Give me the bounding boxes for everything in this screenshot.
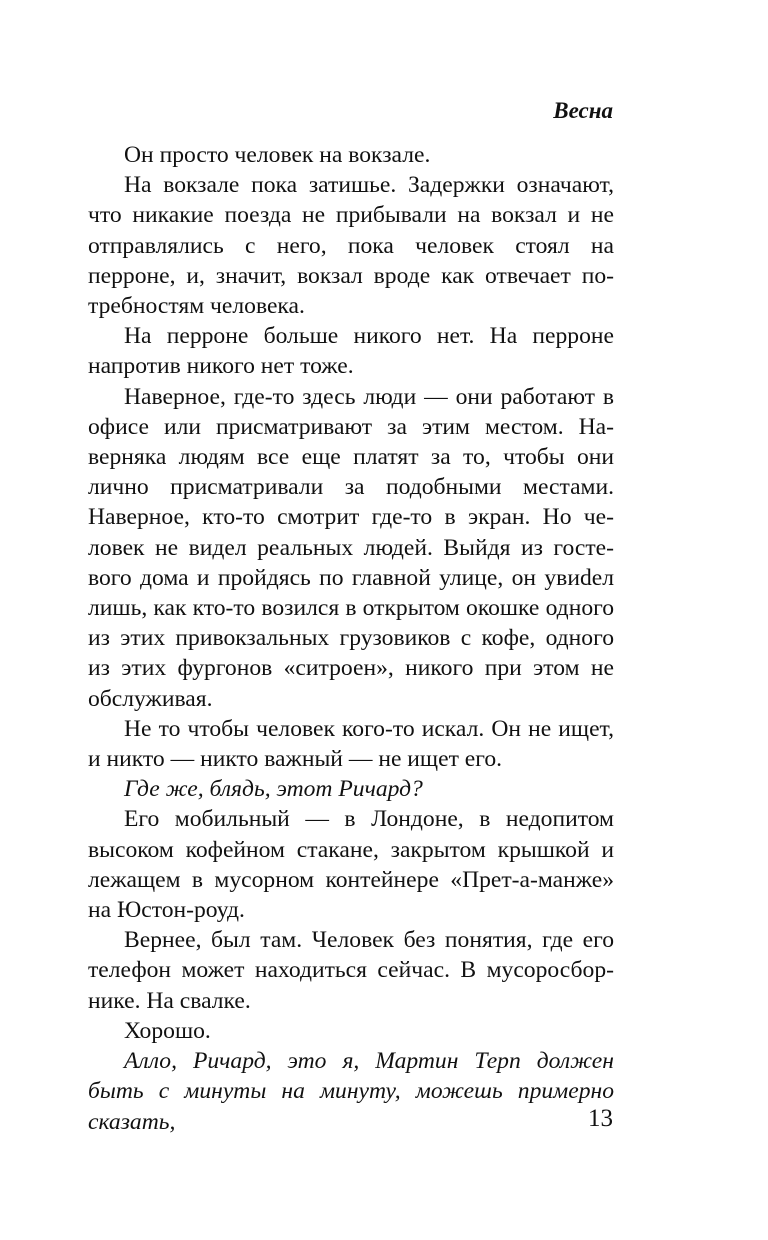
paragraph: На вокзале пока затишье. Задержки означают, что никакие поезда не прибывали на вокзал и не отправлялись с него, пока человек стоял на перроне, и, значит, вокзал вроде как отвечает потребностям человека. [88, 172, 614, 320]
paragraph: Хорошо. [124, 1017, 211, 1044]
italic-paragraph: Где же, блядь, этот Ричард? [124, 776, 423, 803]
page-number: 13 [588, 1105, 613, 1132]
paragraph: Его мобильный — в Лондоне, в недопитом высоком кофейном стакане, закрытом крышкой и лежащем в мусорном контейнере «Прет-а-манже» на Юстон-роуд. [88, 806, 614, 924]
paragraph: На перроне больше никого нет. На перроне напротив никого нет тоже. [88, 323, 614, 380]
paragraph: Не то чтобы человек кого-то искал. Он не ищет, и никто — никто важный — не ищет его. [88, 715, 614, 773]
body-text [88, 140, 614, 1137]
paragraph: Он просто человек на вокзале. [124, 142, 431, 168]
italic-paragraph-continued: Алло, Ричард, это я, Мартин Терп должен быть с минуты на минуту, можешь примерно сказать, [88, 1048, 614, 1135]
paragraph: Вернее, был там. Человек без понятия, где его телефон может находиться сейчас. В мусоросборнике. На свалке. [88, 927, 614, 1014]
running-head: Весна [553, 98, 613, 123]
paragraph: Наверное, где-то здесь люди — они работают в офисе или присматривают за этим местом. Наверняка людям все еще платят за то, чтобы они лично присматривали за подобными местами. Наверное, кто-то смотрит где-то в экран. Но человек не видел реальных людей. Выйдя из гостевого дома и пройдясь по главной улице, он увиdел лишь, как кто-то возился в открытом окошке одного из этих привокзальных грузовиков с кофе, одного из этих фургонов «ситроен», никого при этом не обслуживая. [88, 383, 614, 712]
